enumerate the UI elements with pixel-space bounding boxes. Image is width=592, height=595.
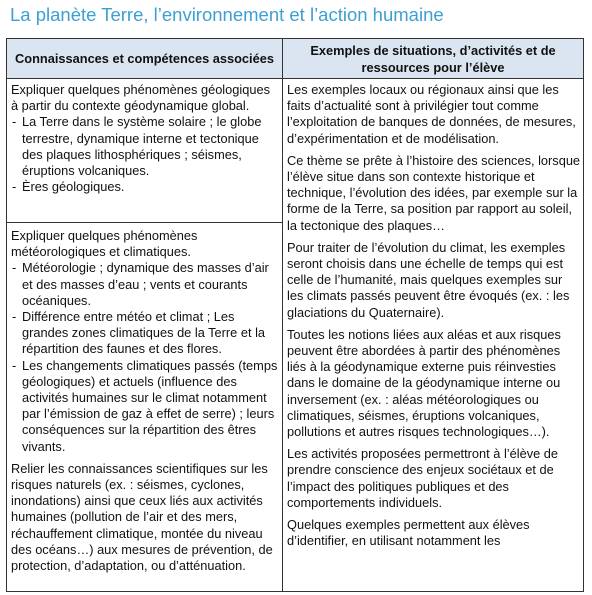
list-item: - Les changements climatiques passés (temps géologiques) et actuels (influence des activités humaines sur le climat notamment par l’émission de gaz à effet de serre) ; leurs conséquences sur la répartition des êtres vivants.	[11, 358, 279, 455]
bullet-list	[11, 114, 279, 195]
curriculum-table	[6, 38, 584, 592]
right-column-examples	[287, 82, 581, 549]
paragraph: Toutes les notions liées aux aléas et aux risques peuvent être abordées à partir des phénomènes liés à la géodynamique externe puis réinvesties dans le domaine de la géodynamique interne ou inversement (ex. : aléas météorologiques ou climatiques, séismes, éruptions volcaniques, pollutions et autres risques technologiques…).	[287, 326, 561, 440]
list-item: - Météorologie ; dynamique des masses d’air et des masses d’eau ; vents et courants océaniques.	[11, 260, 279, 309]
page-title: La planète Terre, l’environnement et l’action humaine	[10, 4, 444, 25]
paragraph: Les exemples locaux ou régionaux ainsi que les faits d’actualité sont à privilégier tout comme l’exploitation de banques de données, de mesures, d’expérimentation et de modélisation.	[287, 82, 576, 146]
row-divider-left	[7, 222, 282, 223]
section-intro: Expliquer quelques phénomènes géologiques à partir du contexte géodynamique global.	[11, 82, 270, 114]
column-header-examples: Exemples de situations, d’activités et de ressources pour l’élève	[283, 39, 583, 79]
paragraph: Quelques exemples permettent aux élèves d’identifier, en utilisant notamment les	[287, 517, 530, 549]
bullet-list	[11, 260, 279, 454]
left-section-geology	[11, 82, 279, 195]
column-header-knowledge: Connaissances et compétences associées	[7, 39, 282, 79]
paragraph: Les activités proposées permettront à l’élève de prendre conscience des enjeux sociétaux et de l’impact des politiques publiques et des comportements individuels.	[287, 446, 559, 510]
section-outro: Relier les connaissances scientifiques sur les risques naturels (ex. : séismes, cyclones, inondations) ainsi que ceux liés aux activités humaines (pollution de l’air et des mers, réchauffement climatique, montée du niveau des océans…) aux mesures de prévention, de protection, d’adaptation, ou d’atténuation.	[11, 460, 273, 574]
list-item: - La Terre dans le système solaire ; le globe terrestre, dynamique interne et tectonique des plaques lithosphériques ; séismes, éruptions volcaniques.	[11, 114, 279, 179]
column-divider	[282, 39, 283, 591]
paragraph: Ce thème se prête à l’histoire des sciences, lorsque l’élève situe dans son contexte historique et technique, l’évolution des idées, par exemple sur la forme de la Terre, sa position par rapport au soleil, la tectonique des plaques…	[287, 152, 581, 233]
section-intro: Expliquer quelques phénomènes météorologiques et climatiques.	[11, 228, 198, 260]
left-section-climate	[11, 228, 279, 574]
list-item: - Différence entre météo et climat ; Les grandes zones climatiques de la Terre et la répartition des faunes et des flores.	[11, 309, 279, 358]
list-item: - Ères géologiques.	[11, 179, 279, 195]
paragraph: Pour traiter de l’évolution du climat, les exemples seront choisis dans une échelle de temps qui est celle de l’humanité, mais quelques exemples sur les climats passés peuvent être évoqués (ex. : les glaciations du Quaternaire).	[287, 239, 570, 320]
